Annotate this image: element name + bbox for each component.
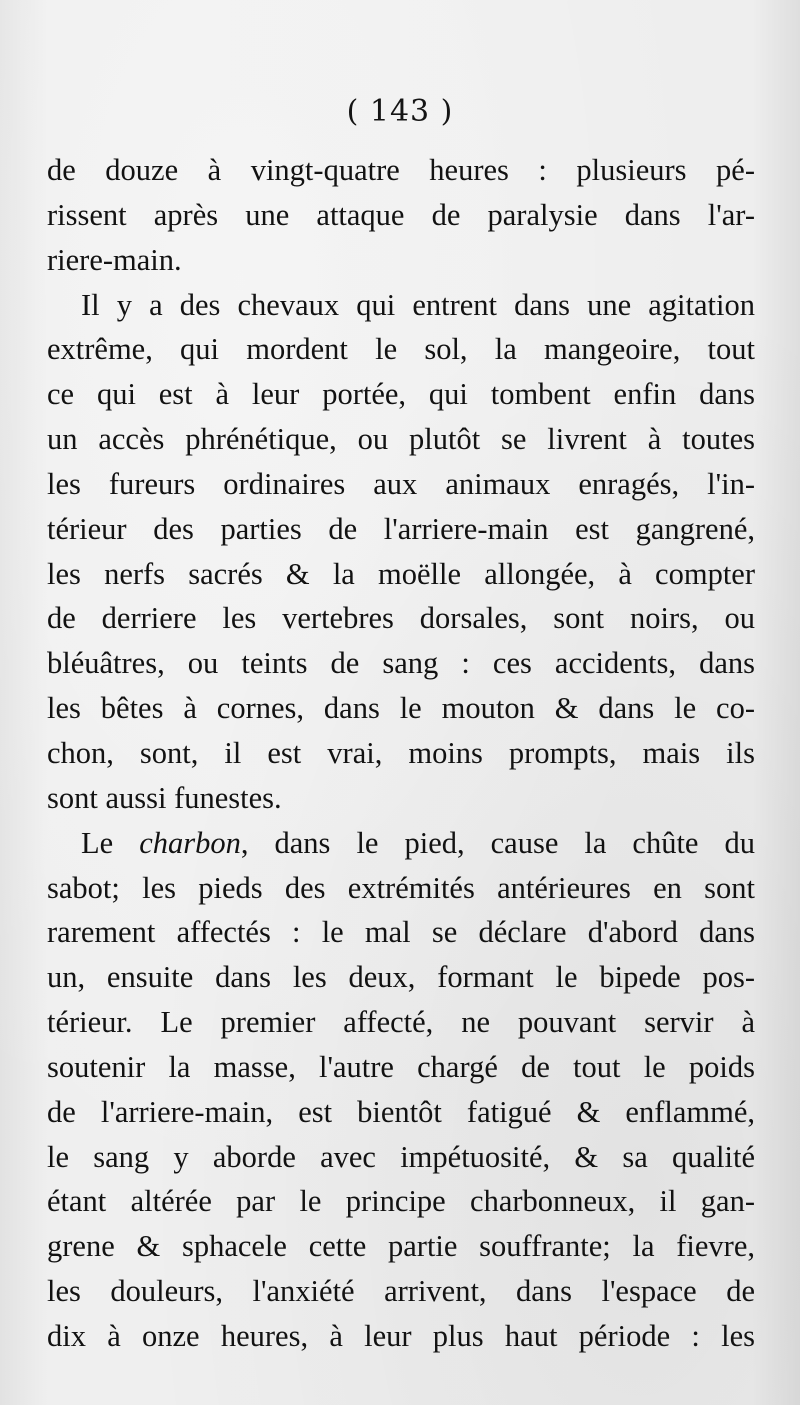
line-rest: , dans le pied, cause la chûte du xyxy=(240,825,755,860)
text-line: de douze à vingt-quatre heures : plusieurs pé- xyxy=(47,153,755,187)
text-line: grene & sphacele cette partie souffrante; la fievre, xyxy=(47,1229,755,1264)
text-line: soutenir la masse, l'autre chargé de tout le poids xyxy=(47,1049,755,1084)
text-line: chon, sont, il est vrai, moins prompts, mais ils xyxy=(47,735,755,770)
line-start: Le xyxy=(81,825,114,860)
text-line: le sang y aborde avec impétuosité, & sa qualité xyxy=(47,1139,755,1174)
text-line: bléuâtres, ou teints de sang : ces accidents, dans xyxy=(47,646,755,681)
text-line: les bêtes à cornes, dans le mouton & dans le co- xyxy=(47,691,755,726)
text-line: les fureurs ordinaires aux animaux enragés, l'in- xyxy=(47,466,755,501)
body-text xyxy=(47,148,755,1359)
text-line xyxy=(47,821,755,866)
text-line: Il y a des chevaux qui entrent dans une agitation xyxy=(81,287,755,322)
page-number: ( 143 ) xyxy=(346,94,454,129)
text-line: térieur des parties de l'arriere-main est gangrené, xyxy=(47,511,755,546)
text-line: sont aussi funestes. xyxy=(47,780,282,815)
text-line: extrême, qui mordent le sol, la mangeoire, tout xyxy=(47,332,755,367)
text-line: rissent après une attaque de paralysie dans l'ar- xyxy=(47,197,755,232)
text-line: rarement affectés : le mal se déclare d'abord dans xyxy=(47,915,755,950)
text-line: les douleurs, l'anxiété arrivent, dans l'espace de xyxy=(47,1274,755,1309)
text-line: ce qui est à leur portée, qui tombent enfin dans xyxy=(47,377,755,412)
text-line: dix à onze heures, à leur plus haut période : les xyxy=(47,1318,755,1353)
text-line: étant altérée par le principe charbonneux, il gan- xyxy=(47,1184,755,1219)
text-line: sabot; les pieds des extrémités antérieures en sont xyxy=(47,870,755,905)
text-line: de l'arriere-main, est bientôt fatigué & enflammé, xyxy=(47,1094,755,1129)
text-line: térieur. Le premier affecté, ne pouvant servir à xyxy=(47,1005,755,1040)
text-line: de derriere les vertebres dorsales, sont noirs, ou xyxy=(47,601,755,636)
italic-term: charbon xyxy=(139,825,241,860)
text-line: les nerfs sacrés & la moëlle allongée, à compter xyxy=(47,556,755,591)
text-line: un, ensuite dans les deux, formant le bipede pos- xyxy=(47,960,755,995)
text-line: riere-main. xyxy=(47,242,182,277)
text-line: un accès phrénétique, ou plutôt se livrent à toutes xyxy=(47,422,755,457)
